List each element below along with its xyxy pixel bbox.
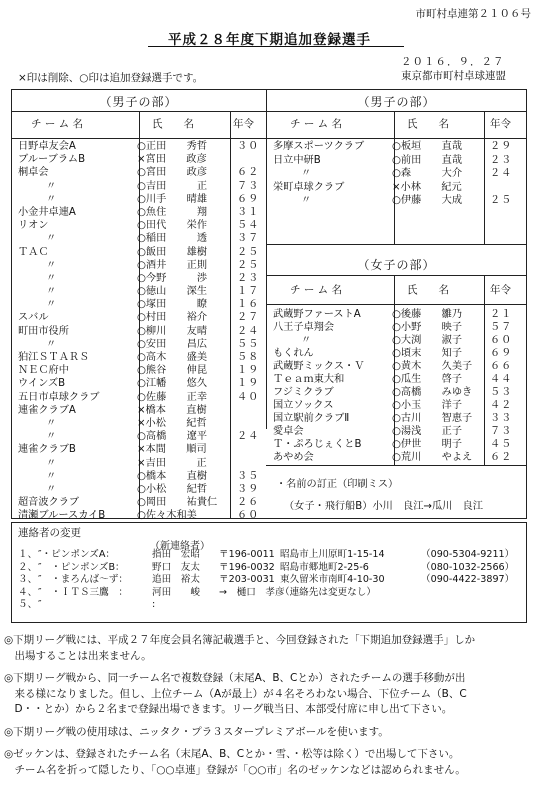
player-name: ○安田 昌広	[137, 338, 208, 350]
player-age: ２４	[490, 168, 513, 179]
correction-title: ・名前の訂正（印刷ミス）	[276, 479, 399, 490]
player-age: ６０	[237, 510, 260, 522]
note-paragraph	[4, 747, 536, 778]
player-name: ○伊世 明子	[392, 439, 463, 450]
team-name: 〃	[46, 180, 57, 192]
team-name: 町田市役所	[18, 325, 69, 337]
contact-row	[16, 574, 526, 587]
team-name: 超音波クラブ	[18, 497, 80, 509]
table-row	[16, 206, 266, 219]
player-name: ×橋本 直樹	[137, 404, 207, 416]
table-row	[271, 451, 527, 464]
player-age: ６９	[237, 193, 260, 205]
team-name: 連雀クラブB	[18, 444, 76, 456]
title-underline	[148, 46, 404, 47]
contact-row	[16, 587, 526, 600]
player-name: ×宮田 政彦	[137, 154, 207, 166]
team-name: 〃	[46, 417, 57, 429]
table-row	[271, 373, 527, 386]
contact-name: 野口 友太	[152, 561, 200, 573]
player-name: ○佐々木和美	[137, 510, 197, 522]
table-row	[16, 246, 266, 259]
player-name: ○塚田 瞭	[137, 299, 208, 311]
table-row	[271, 438, 527, 451]
note-line: 来る様になりました。但し、上位チーム（Aが最上）が４名そろわない場合、下位チーム（B、C	[4, 687, 467, 700]
document-number: 市町村卓連第２１０６号	[415, 8, 531, 20]
table-row	[16, 140, 266, 153]
note-line: ◎下期リーグ戦には、平成２７年度会員名簿記載選手と、今回登録された「下期追加登録選手」しか	[4, 634, 476, 646]
player-age: ４２	[490, 400, 513, 411]
table-row	[271, 154, 527, 168]
contact-team: ″・ピンポンズA：	[38, 549, 116, 560]
player-name: ○正田 秀哲	[137, 141, 208, 152]
age-header: 年令	[233, 118, 254, 130]
left-section-title: （男子の部）	[99, 95, 178, 109]
player-name: ×小林 紀元	[392, 181, 462, 193]
player-age: ７３	[490, 426, 513, 437]
player-name: ○江幡 悠久	[137, 378, 208, 390]
player-name: ○岡田 祐貴仁	[137, 497, 218, 509]
team-name: 栄町卓球クラブ	[273, 181, 345, 193]
contact-row	[16, 599, 526, 612]
player-name: ○今野 渉	[137, 272, 208, 284]
player-name: ○宮田 政彦	[137, 167, 208, 179]
player-name: ○小玉 洋子	[392, 400, 463, 411]
team-name: 〃	[46, 483, 57, 495]
player-age: ６２	[490, 452, 513, 463]
table-row	[271, 181, 527, 195]
player-age: ４５	[490, 439, 513, 450]
player-age: ４０	[237, 391, 260, 403]
document-date: ２０１６．９．２７	[401, 56, 505, 68]
team-name: 〃	[301, 335, 312, 346]
document-title: 平成２８年度下期追加登録選手	[168, 32, 371, 48]
team-name: 〃	[46, 470, 57, 482]
name-header: 氏 名	[152, 118, 194, 130]
player-age: ２５	[490, 195, 513, 206]
team-header-women: チ ー ム 名	[290, 284, 343, 296]
player-name: ○徳山 深生	[137, 286, 208, 298]
team-name: 桐卓会	[18, 167, 49, 179]
player-name: ○田代 栄作	[137, 220, 208, 232]
contact-number: ２、	[18, 561, 38, 573]
team-name: あやめ会	[273, 452, 314, 463]
table-row	[16, 153, 266, 166]
player-age: １９	[237, 365, 260, 377]
table-row	[271, 399, 527, 412]
team-name: 国立ソックス	[273, 400, 334, 411]
age-header-women: 年令	[490, 284, 511, 296]
player-name: ○川手 晴雄	[137, 193, 208, 205]
notes	[4, 633, 536, 778]
contact-team: ″ ・ピンポンズB：	[38, 561, 125, 573]
player-name: ○湯浅 正子	[392, 426, 463, 437]
player-name: ○森 大介	[392, 168, 463, 179]
new-contact-label: （新連絡者）	[150, 541, 210, 552]
player-age: ２３	[237, 272, 260, 284]
contact-team: ″ ・ＩＴＳ三鷹 ：	[38, 586, 128, 598]
right-rows	[271, 140, 527, 208]
player-age: １６	[237, 299, 260, 311]
table-row	[271, 308, 527, 321]
contact-zip: 〒203-0031	[219, 574, 275, 586]
player-age: ３７	[237, 233, 260, 245]
rule	[266, 111, 527, 112]
table-row	[16, 377, 266, 390]
table-row	[271, 412, 527, 425]
team-name: 〃	[46, 286, 57, 298]
table-row	[271, 347, 527, 360]
player-name: ○瓜生 啓子	[392, 374, 463, 385]
team-name: 武蔵野ファーストA	[273, 309, 361, 320]
table-row	[271, 425, 527, 438]
player-age: ２７	[237, 312, 260, 324]
player-name: ○高橋 みゆき	[392, 387, 473, 398]
player-name: ○古川 智恵子	[392, 413, 473, 424]
table-row	[271, 321, 527, 334]
note-line: D・・とか）から２名まで登録出場できます。リーグ戦当日、本部受付席に申し出て下さい。	[4, 703, 453, 715]
table-row	[16, 166, 266, 179]
team-name: 連雀クラブA	[18, 404, 76, 416]
player-name: ○高橋 遼平	[137, 431, 208, 443]
rule	[266, 304, 527, 305]
player-name: ○大渕 淑子	[392, 335, 463, 346]
table-row	[271, 194, 527, 208]
player-name: ×小松 紀哲	[137, 417, 207, 429]
table-row	[16, 298, 266, 311]
contact-team: ″	[38, 599, 42, 611]
rule	[266, 138, 527, 139]
contact-row	[16, 562, 526, 575]
team-name: 日立中研B	[273, 154, 321, 166]
player-age: １９	[237, 378, 260, 390]
player-age: ３３	[490, 413, 513, 424]
team-name: 〃	[301, 168, 312, 179]
name-header-women: 氏 名	[407, 284, 449, 296]
player-age: ６９	[490, 348, 513, 359]
team-name: 五日市卓球クラブ	[18, 391, 100, 403]
note-line: ◎ゼッケンは、登録されたチーム名（末尾A、B、Cとか・雪、・松等は除く）で出場して下さい。	[4, 748, 460, 760]
player-name: ×本間 順司	[137, 444, 207, 456]
team-name: スバル	[18, 312, 49, 324]
player-name: ○魚住 翔	[137, 206, 208, 218]
player-age: ３５	[237, 470, 260, 482]
table-row	[16, 351, 266, 364]
contact-number: ４、	[18, 586, 38, 598]
player-age: ２１	[490, 309, 513, 320]
table-row	[271, 386, 527, 399]
team-name: フジミクラブ	[273, 387, 334, 398]
table-row	[16, 483, 266, 496]
rule	[266, 465, 527, 466]
player-age: ７３	[237, 180, 260, 192]
table-row	[271, 140, 527, 154]
team-name: ＴＡＣ	[18, 246, 49, 258]
team-name: もくれん	[273, 348, 314, 359]
player-name: ○吉田 正	[137, 180, 208, 192]
table-row	[16, 193, 266, 206]
table-row	[16, 325, 266, 338]
team-name: ブルーブラムB	[18, 154, 86, 166]
player-name: ○稲田 透	[137, 233, 208, 245]
women-rows	[271, 308, 527, 464]
table-row	[16, 311, 266, 324]
team-name: 狛江ＳＴＡＲＳ	[18, 352, 90, 363]
player-age: ４４	[490, 374, 513, 385]
player-age: ５４	[237, 220, 260, 232]
team-name: 小金井卓連A	[18, 206, 76, 218]
team-name: 〃	[46, 272, 57, 284]
table-row	[16, 470, 266, 483]
table-row	[16, 457, 266, 470]
player-name: ○橋本 直樹	[137, 470, 208, 482]
player-name: ○黄木 久美子	[392, 361, 473, 372]
note-paragraph	[4, 725, 536, 741]
contact-name: 河田 峻	[152, 586, 200, 598]
player-age: ６０	[490, 335, 513, 346]
team-name: 〃	[46, 299, 57, 311]
contact-name: 指田 宏昭	[152, 549, 200, 560]
contact-phone: （080-1032-2566）	[421, 561, 515, 573]
team-name: Ｔｅａｍ東大和	[273, 374, 345, 385]
note-line: ◎下期リーグ戦の使用球は、ニッタク・プラ３スタープレミアボールを使います。	[4, 725, 389, 738]
player-age: ５３	[490, 387, 513, 398]
table-row	[16, 232, 266, 245]
table-row	[271, 167, 527, 181]
player-name: ○高木 盛美	[137, 352, 208, 363]
player-name: ○伊藤 大成	[392, 195, 463, 206]
rule	[266, 244, 527, 245]
team-name: 〃	[46, 233, 57, 245]
player-name: ×吉田 正	[137, 457, 207, 469]
contact-phone: （090-5304-9211）	[421, 549, 515, 560]
note-line: チーム名を折って隠したり、「○○卓連」登録が「○○市」名のゼッケンなどは認められません。	[4, 763, 466, 776]
contact-row	[16, 549, 526, 562]
team-name: 愛卓会	[273, 426, 304, 437]
contact-rows	[16, 549, 526, 612]
contact-address: 昭島市上川原町1-15-14	[280, 549, 385, 560]
player-age: ６２	[237, 167, 260, 179]
correction-text: （女子・飛行船B）小川 良江→瓜川 良江	[284, 501, 483, 512]
team-name: 日野卓友会A	[18, 141, 76, 152]
player-age: ２６	[237, 497, 260, 509]
player-age: １７	[237, 286, 260, 298]
organization: 東京都市町村卓球連盟	[401, 70, 506, 82]
player-name: ○柳川 友晴	[137, 325, 208, 337]
team-name: Ｔ・ぷろじぇくとB	[273, 439, 362, 450]
contact-name: :	[152, 599, 156, 611]
team-name: 〃	[46, 431, 57, 443]
note-paragraph	[4, 633, 536, 664]
player-name: ○飯田 雄樹	[137, 246, 208, 258]
table-row	[16, 496, 266, 509]
player-name: ○小野 映子	[392, 322, 463, 333]
table-row	[16, 391, 266, 404]
player-age: ２５	[237, 259, 260, 271]
team-name: 〃	[46, 193, 57, 205]
team-header-right: チ ー ム 名	[290, 118, 343, 130]
contact-number: ５、	[18, 599, 38, 611]
women-section-title: （女子の部）	[357, 258, 436, 272]
player-name: ○荒川 やよえ	[392, 452, 473, 463]
table-row	[16, 417, 266, 430]
table-row	[16, 285, 266, 298]
name-header-right: 氏 名	[407, 118, 449, 130]
team-name: リオン	[18, 220, 49, 232]
table-row	[16, 509, 266, 522]
team-name: 清瀬ブルースカイB	[18, 510, 106, 522]
table-row	[16, 338, 266, 351]
contact-title: 連絡者の変更	[18, 527, 81, 539]
contact-name: 追田 裕太	[152, 574, 200, 586]
player-name: ○板垣 直哉	[392, 141, 463, 152]
table-row	[271, 360, 527, 373]
note-line: ◎下期リーグ戦から、同一チーム名で複数登録（末尾A、B、Cとか）されたチームの選手移動が出	[4, 672, 466, 684]
table-row	[16, 430, 266, 443]
player-age: ２４	[237, 431, 260, 443]
player-name: ○頃末 知子	[392, 348, 463, 359]
player-age: ５８	[237, 352, 260, 363]
table-row	[16, 180, 266, 193]
contact-zip: 〒196-0032	[219, 561, 275, 573]
contact-address: （連絡先は変更なし）	[280, 586, 376, 598]
table-row	[16, 404, 266, 417]
note-line: 出場することは出来ません。	[4, 649, 152, 662]
contact-number: １、	[18, 549, 38, 560]
player-age: ２４	[237, 325, 260, 337]
team-name: 国立駅前クラブⅡ	[273, 413, 350, 424]
team-name: 八王子卓翔会	[273, 322, 335, 333]
player-name: ○佐藤 正幸	[137, 391, 208, 403]
table-row	[16, 259, 266, 272]
contact-zip: 〒196-0011	[219, 549, 275, 560]
table-row	[16, 219, 266, 232]
table-row	[16, 272, 266, 285]
team-header: チ ー ム 名	[31, 118, 84, 130]
note-paragraph	[4, 671, 536, 718]
player-age: ３９	[237, 483, 260, 495]
player-age: ５５	[237, 338, 260, 350]
rule	[266, 275, 527, 276]
team-name: ＮＥＣ府中	[18, 365, 69, 377]
table-row	[16, 364, 266, 377]
player-age: ２３	[490, 154, 513, 166]
table-row	[16, 443, 266, 456]
player-age: ２５	[237, 246, 260, 258]
team-name: ウインズB	[18, 378, 66, 390]
player-age: ２９	[490, 141, 513, 152]
contact-zip: → 樋口 孝彦	[219, 586, 285, 598]
contact-address: 東久留米市南町4-10-30	[280, 574, 385, 586]
right-section-title: （男子の部）	[357, 95, 436, 109]
legend-note: ×印は削除、○印は追加登録選手です。	[18, 72, 204, 84]
player-name: ○酒井 正則	[137, 259, 208, 271]
player-name: ○熊谷 伸昆	[137, 365, 208, 377]
contact-phone: （090-4422-3897）	[421, 574, 515, 586]
left-rows	[16, 140, 266, 522]
table-row	[271, 334, 527, 347]
player-name: ○後藤 雛乃	[392, 309, 463, 320]
team-name: 〃	[46, 457, 57, 469]
team-name: 多摩スポーツクラブ	[273, 141, 365, 152]
team-name: 〃	[46, 259, 57, 271]
contact-team: ″ ・まろんば～ず：	[38, 574, 128, 586]
player-name: ○前田 直哉	[392, 154, 463, 166]
player-age: ６６	[490, 361, 513, 372]
team-name: 〃	[46, 338, 57, 350]
team-name: 〃	[301, 195, 312, 206]
contact-number: ３、	[18, 574, 38, 586]
team-name: 武蔵野ミックス・Ｖ	[273, 361, 365, 372]
player-age: ３１	[237, 206, 260, 218]
player-age: ５７	[490, 322, 513, 333]
contact-address: 昭島市郷地町2-25-6	[280, 561, 369, 573]
player-age: ３０	[237, 141, 260, 152]
player-name: ○小松 紀哲	[137, 483, 208, 495]
age-header-right: 年令	[490, 118, 511, 130]
player-name: ○村田 裕介	[137, 312, 208, 324]
